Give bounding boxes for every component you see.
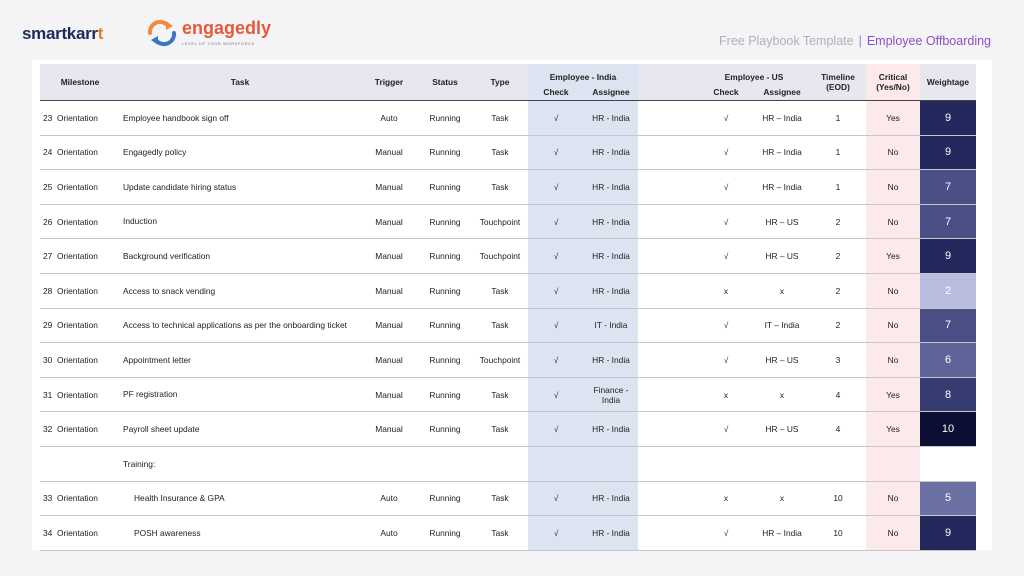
us-check-cell: x <box>698 377 754 412</box>
timeline-cell: 1 <box>810 170 866 205</box>
india-check-cell: √ <box>528 308 584 343</box>
india-assignee-cell: HR - India <box>584 343 638 378</box>
row-number: 27 <box>43 251 53 262</box>
table-row <box>40 101 976 136</box>
weightage-cell: 9 <box>920 239 976 274</box>
spacer-cell <box>638 204 698 239</box>
india-assignee-cell: HR - India <box>584 412 638 447</box>
milestone-cell <box>40 343 120 378</box>
us-check-cell: x <box>698 273 754 308</box>
task-cell: Access to technical applications as per the onboarding ticket <box>120 308 360 343</box>
engagedly-tagline: LEVEL UP YOUR WORKFORCE <box>182 41 255 46</box>
milestone-label: Orientation <box>56 181 98 192</box>
spacer-cell <box>638 101 698 136</box>
milestone-cell <box>40 377 120 412</box>
trigger-cell: Manual <box>360 273 418 308</box>
milestone-label: Orientation <box>56 354 98 365</box>
india-check-cell: √ <box>528 377 584 412</box>
india-assignee-cell: HR - India <box>584 239 638 274</box>
milestone-cell <box>40 204 120 239</box>
col-spacer <box>638 64 698 84</box>
status-cell: Running <box>418 273 472 308</box>
col-critical: Critical (Yes/No) <box>866 64 920 101</box>
trigger-cell: Manual <box>360 204 418 239</box>
table-row <box>40 273 976 308</box>
table-row <box>40 412 976 447</box>
table-row <box>40 239 976 274</box>
critical-cell: No <box>866 481 920 516</box>
engagedly-swirl-icon <box>146 19 178 47</box>
type-cell: Task <box>472 273 528 308</box>
us-assignee-cell: x <box>754 273 810 308</box>
milestone-cell <box>40 170 120 205</box>
spacer-cell <box>638 308 698 343</box>
critical-cell: No <box>866 204 920 239</box>
milestone-label: Orientation <box>56 216 98 227</box>
weightage-cell: 10 <box>920 412 976 447</box>
us-assignee-cell: HR – US <box>754 204 810 239</box>
type-cell: Task <box>472 516 528 551</box>
trigger-cell: Auto <box>360 481 418 516</box>
milestone-label: Orientation <box>56 285 98 296</box>
smartkarrot-logo: smartkarrt <box>22 24 104 43</box>
status-cell: Running <box>418 377 472 412</box>
critical-cell: Yes <box>866 412 920 447</box>
weightage-cell: 5 <box>920 481 976 516</box>
engagedly-logo <box>146 17 276 49</box>
weightage-cell: 6 <box>920 343 976 378</box>
us-assignee-cell: HR – India <box>754 135 810 170</box>
type-cell <box>472 446 528 481</box>
trigger-cell: Manual <box>360 239 418 274</box>
col-weightage: Weightage <box>920 64 976 101</box>
task-cell: Update candidate hiring status <box>120 170 360 205</box>
timeline-cell: 2 <box>810 273 866 308</box>
timeline-cell: 10 <box>810 516 866 551</box>
template-label: Free Playbook Template <box>719 34 854 48</box>
row-number: 32 <box>43 424 53 435</box>
india-check-cell: √ <box>528 170 584 205</box>
row-number: 28 <box>43 285 53 296</box>
table-row <box>40 377 976 412</box>
spacer-cell <box>638 273 698 308</box>
critical-cell: No <box>866 273 920 308</box>
spacer-cell <box>638 135 698 170</box>
critical-cell: No <box>866 135 920 170</box>
us-check-cell: √ <box>698 308 754 343</box>
milestone-label: Orientation <box>56 147 98 158</box>
timeline-cell: 1 <box>810 135 866 170</box>
us-assignee-cell: HR – India <box>754 516 810 551</box>
india-check-cell: √ <box>528 516 584 551</box>
critical-cell: Yes <box>866 101 920 136</box>
spacer-cell <box>638 170 698 205</box>
us-check-cell: √ <box>698 516 754 551</box>
us-check-cell: √ <box>698 343 754 378</box>
task-cell: Employee handbook sign off <box>120 101 360 136</box>
critical-cell: No <box>866 516 920 551</box>
table-row <box>40 135 976 170</box>
india-assignee-cell: HR - India <box>584 481 638 516</box>
col-group-employee-us: Employee - US <box>698 64 810 84</box>
timeline-cell: 2 <box>810 204 866 239</box>
trigger-cell: Auto <box>360 516 418 551</box>
col-india-check: Check <box>528 84 584 101</box>
task-cell: Access to snack vending <box>120 273 360 308</box>
playbook-table <box>40 64 976 551</box>
task-cell: PF registration <box>120 377 360 412</box>
us-assignee-cell: IT – India <box>754 308 810 343</box>
india-check-cell: √ <box>528 481 584 516</box>
us-check-cell <box>698 446 754 481</box>
row-number: 23 <box>43 112 53 123</box>
table-row <box>40 308 976 343</box>
india-assignee-cell: HR - India <box>584 273 638 308</box>
trigger-cell: Manual <box>360 308 418 343</box>
row-number: 26 <box>43 216 53 227</box>
us-check-cell: x <box>698 481 754 516</box>
india-check-cell: √ <box>528 412 584 447</box>
trigger-cell <box>360 446 418 481</box>
us-assignee-cell: x <box>754 377 810 412</box>
type-cell: Task <box>472 377 528 412</box>
type-cell: Touchpoint <box>472 239 528 274</box>
timeline-cell: 1 <box>810 101 866 136</box>
weightage-cell: 9 <box>920 101 976 136</box>
us-assignee-cell: HR – US <box>754 343 810 378</box>
smartkarrot-logo-mark: t <box>97 24 104 43</box>
milestone-cell <box>40 101 120 136</box>
table-row <box>40 170 976 205</box>
critical-cell: Yes <box>866 377 920 412</box>
row-number: 29 <box>43 320 53 331</box>
weightage-cell: 7 <box>920 204 976 239</box>
row-number: 30 <box>43 354 53 365</box>
row-number: 33 <box>43 493 53 504</box>
timeline-cell: 4 <box>810 377 866 412</box>
milestone-label: Orientation <box>56 320 98 331</box>
trigger-cell: Manual <box>360 170 418 205</box>
milestone-cell <box>40 516 120 551</box>
us-assignee-cell: x <box>754 481 810 516</box>
col-us-assignee: Assignee <box>754 84 810 101</box>
milestone-label: Orientation <box>56 527 98 538</box>
spacer-cell <box>638 412 698 447</box>
task-cell: Induction <box>120 204 360 239</box>
page-title <box>719 34 991 48</box>
india-check-cell <box>528 446 584 481</box>
milestone-label: Orientation <box>56 389 98 400</box>
title-separator: | <box>858 34 862 48</box>
us-assignee-cell: HR – India <box>754 101 810 136</box>
spacer-cell <box>638 446 698 481</box>
table-row <box>40 516 976 551</box>
milestone-cell <box>40 446 120 481</box>
critical-cell: No <box>866 170 920 205</box>
spacer-cell <box>638 516 698 551</box>
milestone-cell <box>40 135 120 170</box>
trigger-cell: Manual <box>360 135 418 170</box>
status-cell: Running <box>418 481 472 516</box>
col-group-employee-india: Employee - India <box>528 64 638 84</box>
type-cell: Touchpoint <box>472 343 528 378</box>
table-row <box>40 481 976 516</box>
weightage-cell: 9 <box>920 516 976 551</box>
type-cell: Task <box>472 481 528 516</box>
col-us-check: Check <box>698 84 754 101</box>
critical-cell: No <box>866 343 920 378</box>
row-number: 25 <box>43 181 53 192</box>
india-check-cell: √ <box>528 273 584 308</box>
india-check-cell: √ <box>528 135 584 170</box>
us-check-cell: √ <box>698 239 754 274</box>
weightage-cell: 7 <box>920 308 976 343</box>
col-spacer <box>638 84 698 101</box>
trigger-cell: Auto <box>360 101 418 136</box>
spacer-cell <box>638 343 698 378</box>
milestone-label: Orientation <box>56 424 98 435</box>
timeline-cell: 2 <box>810 308 866 343</box>
milestone-label: Orientation <box>56 493 98 504</box>
india-check-cell: √ <box>528 343 584 378</box>
status-cell: Running <box>418 308 472 343</box>
col-india-assignee: Assignee <box>584 84 638 101</box>
task-cell: Appointment letter <box>120 343 360 378</box>
milestone-label: Orientation <box>56 112 98 123</box>
col-task: Task <box>120 64 360 101</box>
task-cell: Background verification <box>120 239 360 274</box>
type-cell: Task <box>472 412 528 447</box>
type-cell: Touchpoint <box>472 204 528 239</box>
weightage-cell: 8 <box>920 377 976 412</box>
status-cell: Running <box>418 204 472 239</box>
table-row <box>40 343 976 378</box>
critical-cell: No <box>866 308 920 343</box>
milestone-label: Orientation <box>56 251 98 262</box>
india-check-cell: √ <box>528 239 584 274</box>
india-assignee-cell: HR - India <box>584 516 638 551</box>
table-row <box>40 204 976 239</box>
timeline-cell: 3 <box>810 343 866 378</box>
status-cell: Running <box>418 135 472 170</box>
trigger-cell: Manual <box>360 343 418 378</box>
milestone-cell <box>40 308 120 343</box>
milestone-cell <box>40 273 120 308</box>
critical-cell: Yes <box>866 239 920 274</box>
timeline-cell: 4 <box>810 412 866 447</box>
type-cell: Task <box>472 135 528 170</box>
spacer-cell <box>638 377 698 412</box>
status-cell <box>418 446 472 481</box>
status-cell: Running <box>418 516 472 551</box>
weightage-cell: 9 <box>920 135 976 170</box>
status-cell: Running <box>418 101 472 136</box>
spacer-cell <box>638 481 698 516</box>
milestone-cell <box>40 412 120 447</box>
india-assignee-cell: IT - India <box>584 308 638 343</box>
timeline-cell: 2 <box>810 239 866 274</box>
row-number: 31 <box>43 389 53 400</box>
milestone-cell <box>40 239 120 274</box>
us-check-cell: √ <box>698 204 754 239</box>
section-label: Training: <box>120 446 360 481</box>
us-check-cell: √ <box>698 101 754 136</box>
us-assignee-cell: HR – US <box>754 412 810 447</box>
india-assignee-cell: HR - India <box>584 204 638 239</box>
trigger-cell: Manual <box>360 412 418 447</box>
row-number: 24 <box>43 147 53 158</box>
task-cell: Engagedly policy <box>120 135 360 170</box>
timeline-cell <box>810 446 866 481</box>
weightage-cell: 7 <box>920 170 976 205</box>
type-cell: Task <box>472 170 528 205</box>
type-cell: Task <box>472 308 528 343</box>
india-assignee-cell: HR - India <box>584 135 638 170</box>
india-assignee-cell: HR - India <box>584 101 638 136</box>
timeline-cell: 10 <box>810 481 866 516</box>
status-cell: Running <box>418 170 472 205</box>
col-milestone: Milestone <box>40 64 120 101</box>
us-assignee-cell: HR – US <box>754 239 810 274</box>
milestone-cell <box>40 481 120 516</box>
type-cell: Task <box>472 101 528 136</box>
engagedly-wordmark: engagedly <box>182 18 272 38</box>
us-assignee-cell: HR – India <box>754 170 810 205</box>
status-cell: Running <box>418 239 472 274</box>
col-type: Type <box>472 64 528 101</box>
spacer-cell <box>638 239 698 274</box>
row-number: 34 <box>43 527 53 538</box>
us-check-cell: √ <box>698 170 754 205</box>
playbook-title: Employee Offboarding <box>866 34 991 48</box>
india-check-cell: √ <box>528 204 584 239</box>
task-cell: Health Insurance & GPA <box>120 481 360 516</box>
trigger-cell: Manual <box>360 377 418 412</box>
table-row <box>40 446 976 481</box>
weightage-cell: 2 <box>920 273 976 308</box>
col-timeline: Timeline (EOD) <box>810 64 866 101</box>
status-cell: Running <box>418 343 472 378</box>
india-assignee-cell: HR - India <box>584 170 638 205</box>
task-cell: POSH awareness <box>120 516 360 551</box>
weightage-cell <box>920 446 976 481</box>
col-status: Status <box>418 64 472 101</box>
india-check-cell: √ <box>528 101 584 136</box>
us-check-cell: √ <box>698 412 754 447</box>
task-cell: Payroll sheet update <box>120 412 360 447</box>
india-assignee-cell: Finance - India <box>584 377 638 412</box>
col-trigger: Trigger <box>360 64 418 101</box>
critical-cell <box>866 446 920 481</box>
status-cell: Running <box>418 412 472 447</box>
us-check-cell: √ <box>698 135 754 170</box>
us-assignee-cell <box>754 446 810 481</box>
india-assignee-cell <box>584 446 638 481</box>
